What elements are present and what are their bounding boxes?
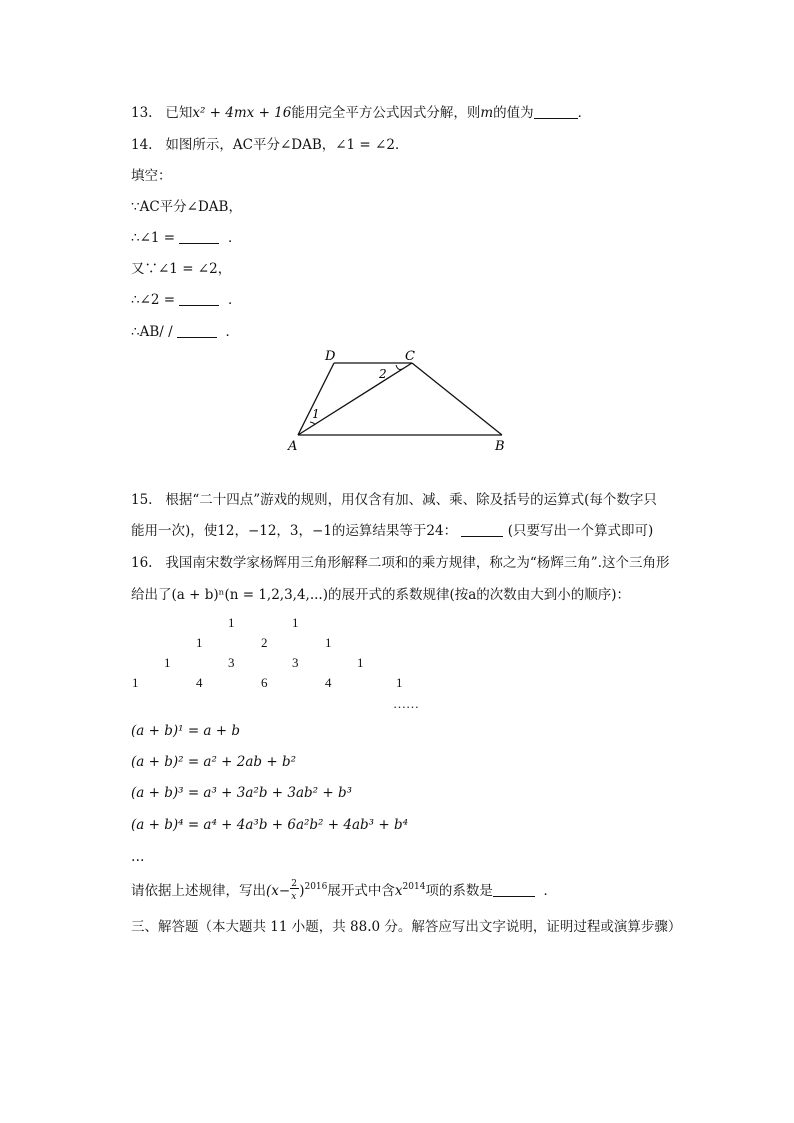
q16-answer-blank[interactable] bbox=[493, 882, 535, 897]
q14-step-5: ∴AB/ / ． bbox=[131, 324, 240, 340]
segment-cb bbox=[412, 363, 502, 435]
q13-line: 13. 已知x² + 4mx + 16能用完全平方公式因式分解，则m的值为 ． bbox=[131, 105, 592, 121]
q14-statement: 如图所示，AC平分∠DAB，∠1 = ∠2． bbox=[165, 137, 409, 153]
q16-ask-line: 请依据上述规律，写出(x− 2 x )$^{2016}$展开式中含$x^{2014}$项的系数是 ． bbox=[131, 879, 558, 902]
q15-number: 15. bbox=[131, 492, 153, 508]
triangle-r3-c2: 3 bbox=[228, 655, 235, 670]
triangle-r4-c5: 1 bbox=[396, 675, 403, 690]
expansion-4: (a + b)⁴ = a⁴ + 4a³b + 6a²b² + 4ab³ + b⁴ bbox=[131, 817, 409, 833]
section-3-heading: 三、解答题（本大题共 11 小题，共 88.0 分。解答应写出文字说明，证明过程或演算步骤） bbox=[131, 919, 682, 935]
q15-line-2: 能用一次)，使12，−12，3，−1的运算结果等于24： (只要写出一个算式即可) bbox=[131, 523, 654, 539]
triangle-r2-c2: 2 bbox=[261, 635, 268, 650]
triangle-r3-c3: 3 bbox=[292, 655, 299, 670]
q15-line-1: 15. 根据“二十四点”游戏的规则，用仅含有加、减、乘、除及括号的运算式(每个数字只 bbox=[131, 492, 657, 508]
triangle-r2-c3: 1 bbox=[325, 635, 332, 650]
triangle-r3-c1: 1 bbox=[164, 655, 171, 670]
q14-step-1: ∵AC平分∠DAB， bbox=[131, 199, 242, 215]
q16-line-1: 16. 我国南宋数学家杨辉用三角形解释二项和的乘方规律，称之为“杨辉三角”.这个三角形 bbox=[131, 555, 670, 571]
q14-step-2: ∴∠1 = ． bbox=[131, 230, 242, 246]
triangle-r4-c3: 6 bbox=[261, 675, 268, 690]
q14-step-3: 又∵∠1 = ∠2， bbox=[131, 261, 232, 277]
q14-fill-label: 填空： bbox=[131, 168, 172, 184]
triangle-r4-c1: 1 bbox=[132, 675, 139, 690]
q14-blank-1[interactable] bbox=[179, 229, 219, 244]
expansion-3: (a + b)³ = a³ + 3a²b + 3ab² + b³ bbox=[131, 785, 353, 801]
label-a: A bbox=[288, 439, 298, 454]
triangle-r3-c4: 1 bbox=[357, 655, 364, 670]
label-b: B bbox=[495, 439, 505, 454]
q16-line-2: 给出了(a + b)ⁿ(n = 1,2,3,4,...)的展开式的系数规律(按a的次数由大到小的顺序)： bbox=[131, 587, 631, 603]
q14-blank-3[interactable] bbox=[177, 323, 217, 338]
q14-blank-2[interactable] bbox=[179, 291, 219, 306]
q14-number: 14. bbox=[131, 137, 153, 153]
expansion-dots: … bbox=[131, 849, 145, 865]
q16-number: 16. bbox=[131, 555, 153, 571]
q13-expression: x² + 4mx + 16 bbox=[192, 105, 292, 121]
q13-answer-blank[interactable] bbox=[534, 104, 578, 119]
q14-step-4: ∴∠2 = ． bbox=[131, 292, 242, 308]
label-c: C bbox=[405, 349, 415, 364]
angle-2-arc bbox=[396, 365, 402, 370]
q15-answer-blank[interactable] bbox=[461, 522, 503, 537]
triangle-r4-c4: 4 bbox=[325, 675, 332, 690]
q14-line bbox=[131, 136, 408, 154]
triangle-r1-c2: 1 bbox=[292, 615, 299, 630]
triangle-r1-c1: 1 bbox=[228, 615, 235, 630]
fraction-2-over-x: 2 x bbox=[290, 884, 299, 898]
expansion-1: (a + b)¹ = a + b bbox=[131, 723, 241, 739]
expansion-2: (a + b)² = a² + 2ab + b² bbox=[131, 754, 297, 770]
triangle-r2-c1: 1 bbox=[196, 635, 203, 650]
q14-trapezoid-figure bbox=[282, 345, 522, 455]
label-angle-2: 2 bbox=[379, 367, 387, 381]
label-d: D bbox=[325, 349, 336, 364]
label-angle-1: 1 bbox=[312, 407, 320, 421]
q13-number: 13. bbox=[131, 105, 153, 121]
triangle-ellipsis: …… bbox=[393, 696, 419, 711]
triangle-r4-c2: 4 bbox=[196, 675, 203, 690]
